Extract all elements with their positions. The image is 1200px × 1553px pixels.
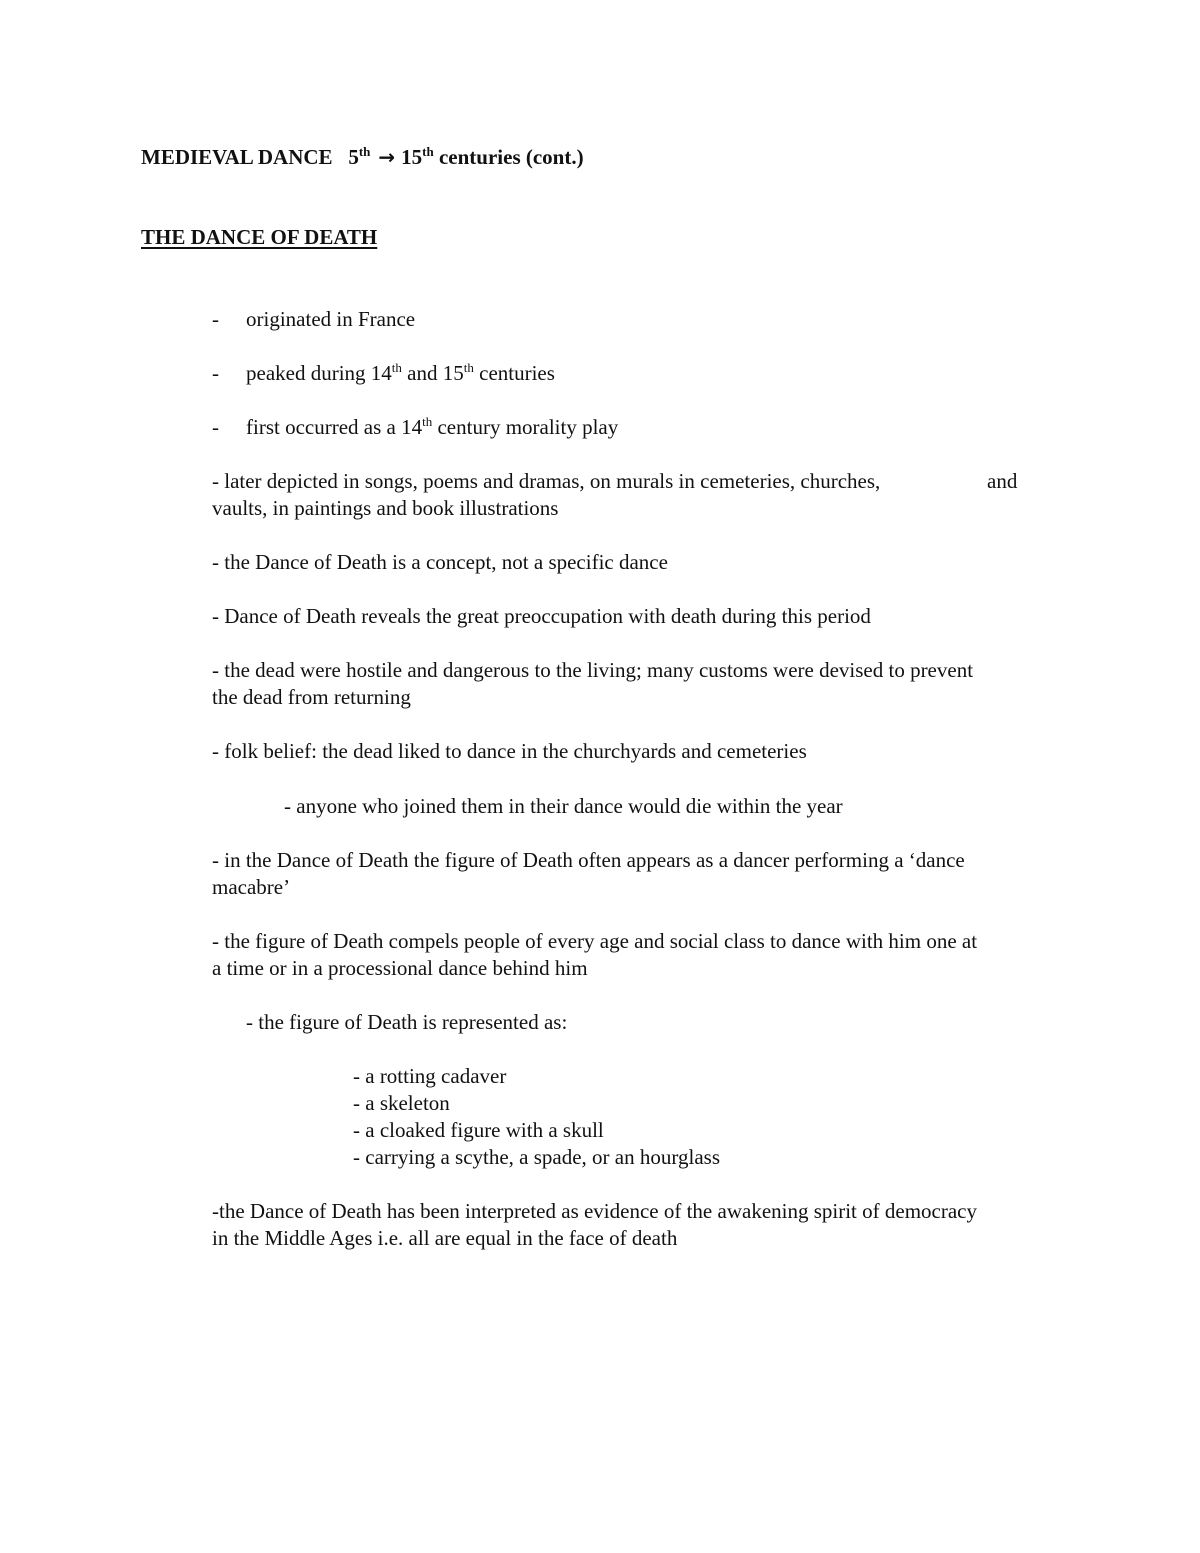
- list-item: [212, 414, 618, 441]
- paragraph-line-end: and: [987, 469, 1018, 493]
- heading-from-sup: th: [358, 144, 371, 159]
- sub-list-item: - carrying a scythe, a spade, or an hourglass: [353, 1145, 720, 1169]
- superscript: th: [422, 414, 433, 429]
- paragraph-line: vaults, in paintings and book illustrations: [212, 496, 559, 520]
- bullet-dash: -: [212, 415, 219, 439]
- superscript: th: [391, 360, 402, 375]
- list-item-text: first occurred as a 14: [246, 415, 423, 439]
- paragraph-line: -the Dance of Death has been interpreted as evidence of the awakening spirit of democracy: [212, 1199, 977, 1223]
- paragraph-line: in the Middle Ages i.e. all are equal in the face of death: [212, 1226, 678, 1250]
- heading-suffix: centuries (cont.): [438, 145, 584, 169]
- paragraph-line: - later depicted in songs, poems and dramas, on murals in cemeteries, churches,: [212, 469, 881, 493]
- arrow-right-icon: →: [378, 145, 396, 169]
- paragraph-line: - anyone who joined them in their dance would die within the year: [284, 794, 843, 818]
- heading-title: MEDIEVAL DANCE: [141, 145, 333, 169]
- list-item: [212, 306, 415, 333]
- paragraph-line: the dead from returning: [212, 685, 411, 709]
- heading-to-sup: th: [422, 144, 434, 159]
- heading-to: 15: [401, 145, 423, 169]
- heading-from: 5: [348, 145, 359, 169]
- list-item-text: century morality play: [432, 415, 619, 439]
- sub-list-item: - a cloaked figure with a skull: [353, 1118, 604, 1142]
- paragraph-line: - the figure of Death is represented as:: [246, 1010, 568, 1034]
- bullet-dash: -: [212, 307, 219, 331]
- page-heading: [141, 144, 584, 171]
- list-item: [212, 360, 555, 387]
- paragraph-line: - the figure of Death compels people of every age and social class to dance with him one at: [212, 929, 978, 953]
- bullet-dash: -: [212, 361, 219, 385]
- section-title: THE DANCE OF DEATH: [141, 225, 378, 249]
- list-item-text: centuries: [473, 361, 555, 385]
- paragraph-line: macabre’: [212, 875, 291, 899]
- paragraph-line: - Dance of Death reveals the great preoccupation with death during this period: [212, 604, 871, 628]
- paragraph-line: - the dead were hostile and dangerous to the living; many customs were devised to prevent: [212, 658, 974, 682]
- sub-list-item: - a skeleton: [353, 1091, 450, 1115]
- list-item-text: originated in France: [246, 307, 416, 331]
- paragraph-line: - in the Dance of Death the figure of Death often appears as a dancer performing a ‘dance: [212, 848, 965, 872]
- list-item-text: peaked during 14: [246, 361, 392, 385]
- paragraph-line: a time or in a processional dance behind him: [212, 956, 588, 980]
- paragraph-line: - the Dance of Death is a concept, not a specific dance: [212, 550, 668, 574]
- list-item-text: and 15: [401, 361, 464, 385]
- superscript: th: [463, 360, 474, 375]
- sub-list-item: - a rotting cadaver: [353, 1064, 507, 1088]
- paragraph-line: - folk belief: the dead liked to dance in the churchyards and cemeteries: [212, 739, 807, 763]
